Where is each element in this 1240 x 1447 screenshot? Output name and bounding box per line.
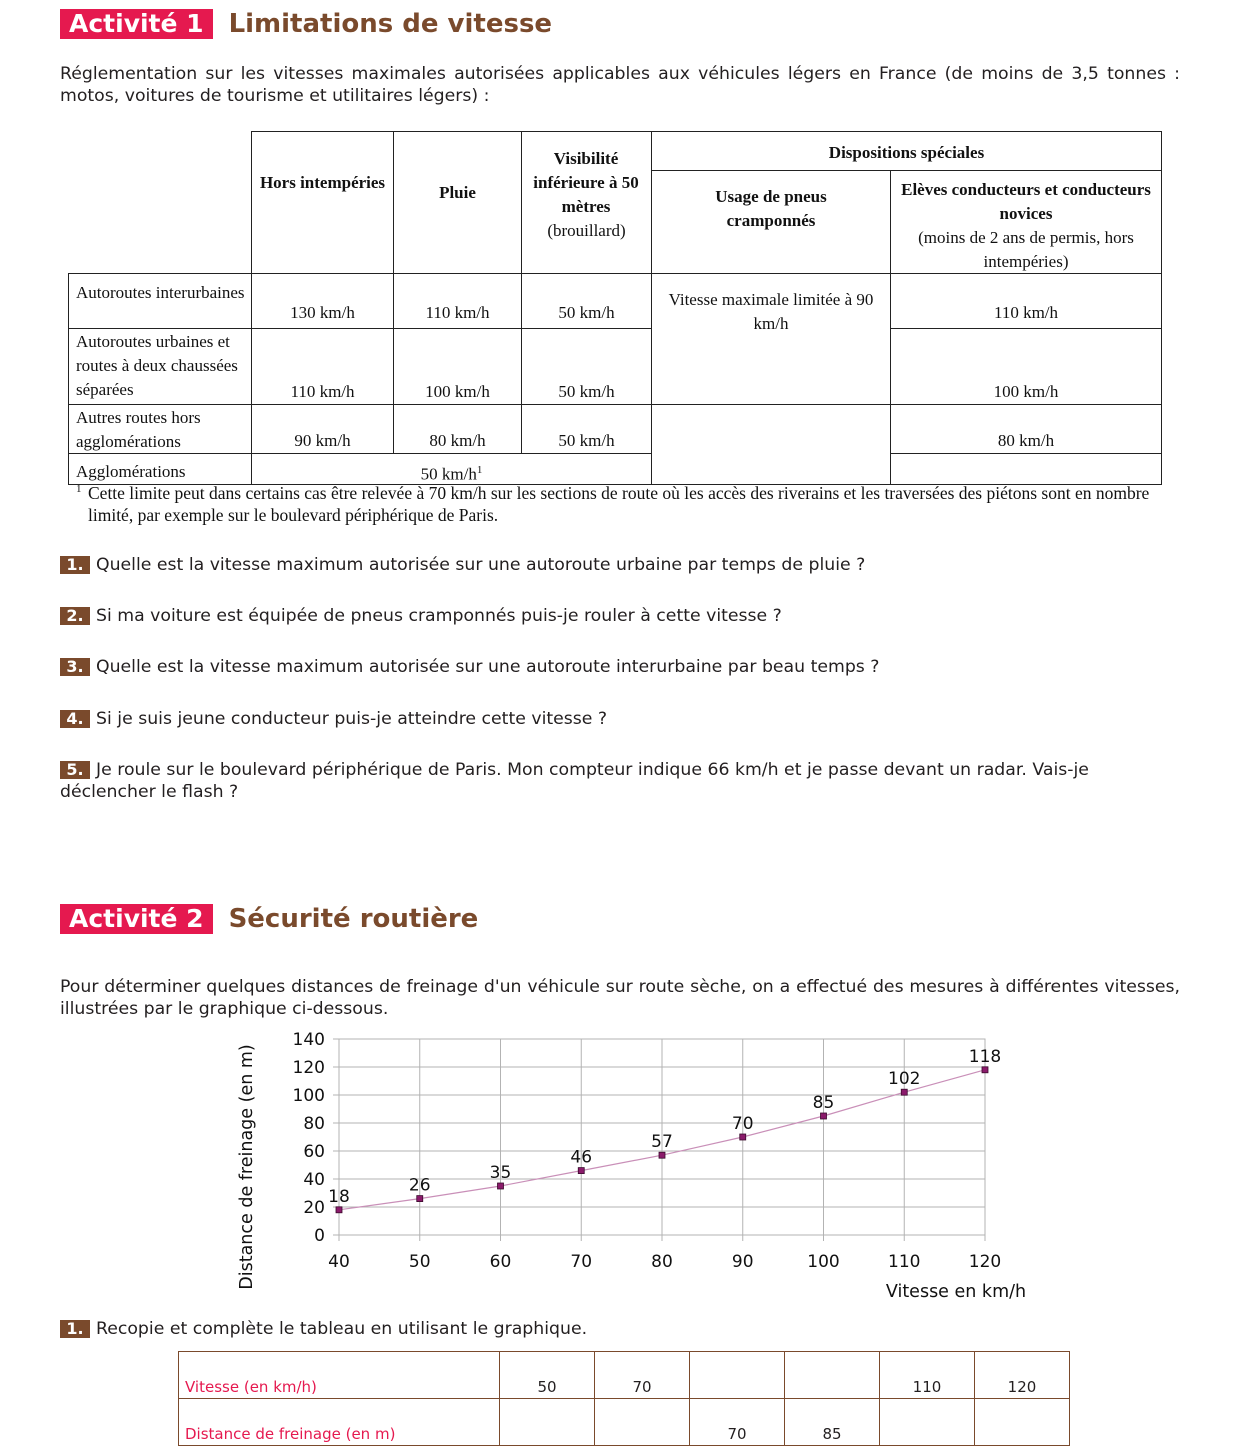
y-tick-label: 20 [303, 1198, 325, 1218]
fill-table-row2-label: Distance de freinage (en m) [179, 1399, 500, 1446]
fill-table-cell [690, 1352, 785, 1399]
fill-table-cell [500, 1399, 595, 1446]
data-label: 102 [888, 1069, 921, 1090]
fill-table-cell: 70 [690, 1399, 785, 1446]
fill-table-cell: 50 [500, 1352, 595, 1399]
fill-table-cell [785, 1352, 880, 1399]
cell-pneus-limit: Vitesse maximale limitée à 90 km/h [668, 290, 874, 333]
activity2-intro: Pour déterminer quelques distances de freinage d'un véhicule sur route sèche, on a effectué des mesures à différentes vitesses, illustrées par le graphique ci-dessous. [60, 977, 1180, 1019]
cell-value: 50 km/h [558, 382, 615, 401]
fill-table-cell [880, 1399, 975, 1446]
y-axis-title: Distance de freinage (en m) [237, 1044, 257, 1290]
x-tick-label: 100 [807, 1252, 840, 1272]
cell-value: 90 km/h [294, 431, 351, 450]
cell-value: 80 km/h [997, 431, 1055, 450]
cell-value: 50 km/h [558, 303, 615, 322]
question-4: 4. Si je suis jeune conducteur puis-je atteindre cette vitesse ? [60, 708, 1180, 730]
x-tick-label: 50 [408, 1252, 431, 1272]
data-point [578, 1168, 584, 1174]
y-tick-label: 40 [303, 1170, 325, 1190]
data-point [417, 1196, 423, 1202]
y-tick-label: 60 [303, 1142, 325, 1162]
x-tick-label: 120 [968, 1252, 1002, 1272]
data-label: 70 [731, 1114, 754, 1134]
x-tick-label: 110 [888, 1252, 921, 1272]
data-point [740, 1134, 746, 1140]
data-label: 18 [328, 1186, 350, 1207]
activity2-title: Sécurité routière [228, 904, 479, 934]
data-label: 46 [570, 1147, 593, 1168]
activity2-question-1: 1. Recopie et complète le tableau en utilisant le graphique. [60, 1318, 1180, 1340]
activity1-title: Limitations de vitesse [228, 9, 553, 39]
y-tick-label: 0 [314, 1226, 325, 1246]
question-5: 5. Je roule sur le boulevard périphérique de Paris. Mon compteur indique 66 km/h et je passe devant un radar. Vais-je déclencher le flash ? [60, 760, 1089, 802]
header-hors-intemperies: Hors intempéries [259, 173, 386, 192]
data-label: 26 [408, 1175, 431, 1196]
row-label: Autoroutes urbaines et routes à deux chaussées séparées [76, 332, 238, 399]
row-label: Autoroutes interurbaines [76, 283, 245, 302]
fill-table-cell [975, 1399, 1070, 1446]
cell-value: 130 km/h [290, 303, 355, 322]
row-label: Agglomérations [76, 462, 186, 481]
fill-table-cell [595, 1399, 690, 1446]
activity2-badge: Activité 2 [60, 904, 213, 934]
data-point [336, 1207, 342, 1213]
data-label: 57 [651, 1132, 673, 1153]
cell-value: 110 km/h [425, 303, 490, 322]
cell-value: 80 km/h [429, 431, 486, 450]
x-axis-title: Vitesse en km/h [885, 1282, 1027, 1302]
y-tick-label: 120 [292, 1058, 325, 1078]
fill-table-row1-label: Vitesse (en km/h) [179, 1352, 500, 1399]
y-tick-label: 100 [292, 1086, 325, 1106]
fill-table-cell: 85 [785, 1399, 880, 1446]
header-pluie: Pluie [439, 183, 476, 202]
question-1: 1. Quelle est la vitesse maximum autorisée sur une autoroute urbaine par temps de pluie ? [60, 554, 1180, 576]
data-point [498, 1183, 504, 1189]
x-tick-label: 70 [570, 1252, 593, 1272]
question-2: 2. Si ma voiture est équipée de pneus cramponnés puis-je rouler à cette vitesse ? [60, 605, 1180, 627]
x-tick-label: 90 [731, 1252, 754, 1272]
cell-value: 100 km/h [993, 382, 1059, 401]
activity1-intro: Réglementation sur les vitesses maximales autorisées applicables aux véhicules légers en France (de moins de 3,5 tonnes : motos, voitures de tourisme et utilitaires légers) : [60, 64, 1180, 106]
question-3: 3. Quelle est la vitesse maximum autorisée sur une autoroute interurbaine par beau temps ? [60, 656, 1180, 678]
cell-value: 100 km/h [425, 382, 490, 401]
header-eleves-conducteurs: Elèves conducteurs et conducteurs novices [901, 180, 1151, 223]
fill-table-cell: 70 [595, 1352, 690, 1399]
x-tick-label: 60 [489, 1252, 512, 1272]
data-label: 85 [812, 1093, 835, 1113]
header-dispositions-speciales: Dispositions spéciales [828, 143, 985, 162]
data-point [982, 1067, 988, 1073]
fill-table-cell: 120 [975, 1352, 1070, 1399]
fill-table-cell: 110 [880, 1352, 975, 1399]
header-visibilite-sub: (brouillard) [547, 221, 626, 240]
header-pneus-cramponnes: Usage de pneus cramponnés [715, 187, 827, 230]
cell-value: 110 km/h [290, 382, 355, 401]
data-point [821, 1113, 827, 1119]
fill-in-table [178, 1351, 1070, 1446]
data-label: 118 [968, 1046, 1002, 1067]
y-tick-label: 80 [303, 1114, 325, 1134]
cell-value: 50 km/h [558, 431, 615, 450]
header-visibilite: Visibilité inférieure à 50 mètres [533, 149, 639, 216]
data-point [901, 1089, 907, 1095]
row-label: Autres routes hors agglomérations [76, 408, 201, 451]
x-tick-label: 80 [651, 1252, 673, 1272]
activity1-badge: Activité 1 [60, 9, 213, 39]
x-tick-label: 40 [328, 1252, 350, 1272]
y-tick-label: 140 [292, 1030, 325, 1050]
cell-agglomerations-value: 50 $km/h^1$ [420, 464, 483, 484]
table-footnote: 1 Cette limite peut dans certains cas être relevée à 70 km/h sur les sections de route où les accès des riverains et les traversées des piétons sont en nombre limité, par exemple sur le boulevard périphérique de Paris. [76, 483, 1150, 525]
data-label: 35 [489, 1163, 512, 1183]
cell-value: 110 km/h [993, 303, 1059, 322]
data-point [659, 1152, 665, 1158]
header-eleves-sub: (moins de 2 ans de permis, hors intempéries) [918, 228, 1134, 271]
